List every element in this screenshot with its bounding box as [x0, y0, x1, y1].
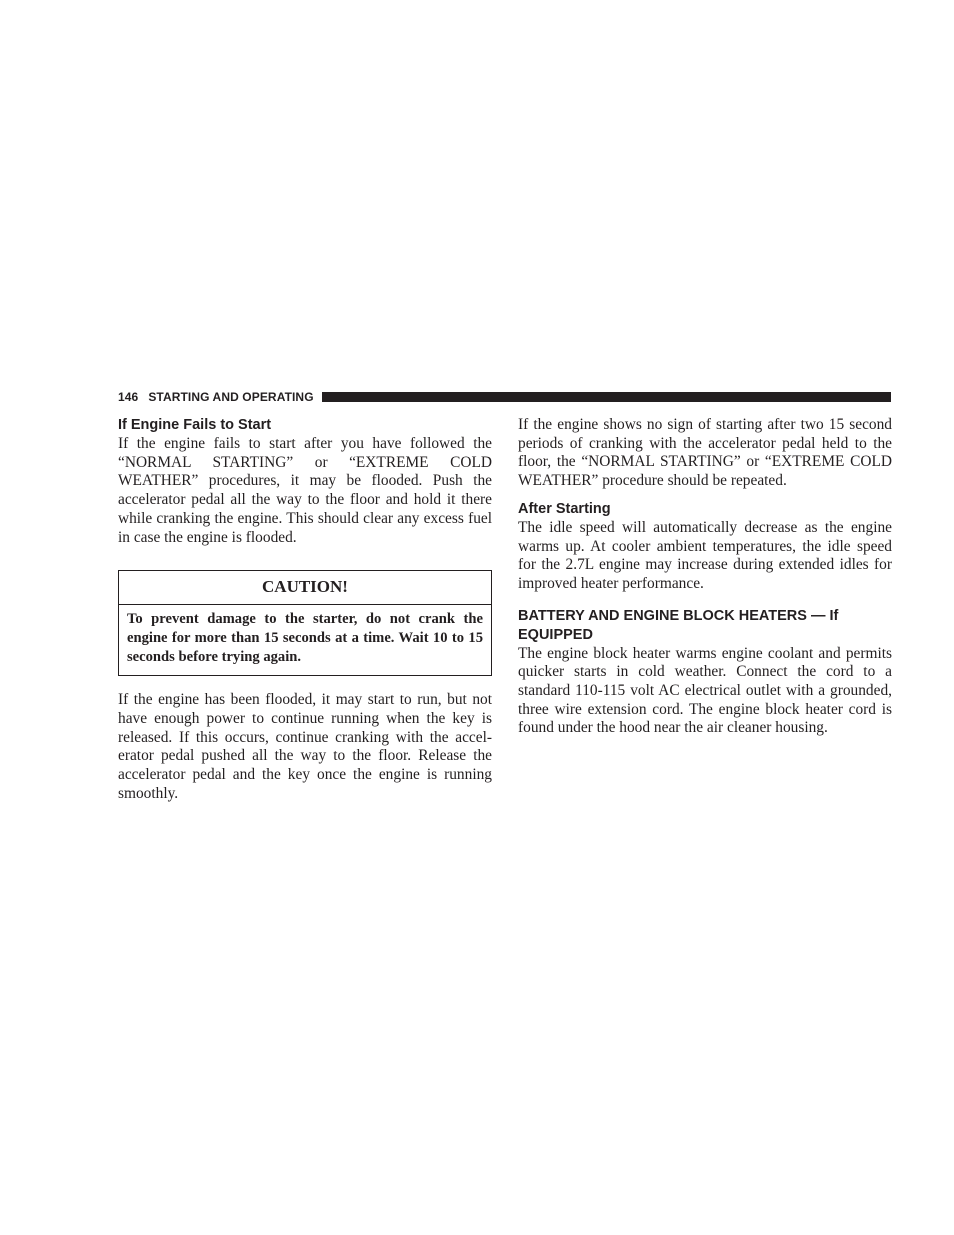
heading-engine-fails: If Engine Fails to Start	[118, 417, 272, 433]
right-column	[518, 416, 892, 738]
paragraph-after-starting: The idle speed will automatically decrease as the engine warms up. At cooler ambient temperatures, the idle speed for the 2.7L engine may increase during extended idles for improved heater performance.	[518, 518, 892, 592]
paragraph-engine-fails: If the engine fails to start after you have followed the “NORMAL STARTING” or “EXTREME COLD WEATHER” procedures, it may be flooded. Push the accelerator pedal all the way to the floor and hold it there while cranking the engine. This should clear any excess fuel in case the engine is flooded.	[118, 435, 492, 546]
heading-battery-heaters: BATTERY AND ENGINE BLOCK HEATERS — If EQUIPPED	[518, 607, 839, 643]
header-rule-bar	[322, 392, 891, 402]
page-number: 146	[118, 390, 139, 404]
paragraph-flooded: If the engine has been flooded, it may start to run, but not have enough power to continue running when the key is released. If this occurs, continue cranking with the accelerator pedal pushed all the way to the floor. Release the accelerator pedal and the key once the engine is running smoothly.	[118, 691, 492, 802]
caution-box	[118, 570, 492, 676]
paragraph-no-start: If the engine shows no sign of starting after two 15 second periods of cranking with the accelerator pedal held to the floor, the “NORMAL STARTING” or “EXTREME COLD WEATHER” procedure should be repeated.	[518, 416, 892, 490]
section-title: STARTING AND OPERATING	[148, 390, 314, 404]
caution-text: To prevent damage to the starter, do not crank the engine for more than 15 seconds at a time. Wait 10 to 15 seconds before trying again.	[127, 611, 483, 665]
heading-after-starting: After Starting	[518, 500, 611, 517]
paragraph-battery-heaters: The engine block heater warms engine coolant and permits quicker starts in cold weather. Connect the cord to a standard 110-115 volt AC electrical outlet with a grounded, three wire extension cord. The engine block heater cord is found under the hood near the air cleaner housing.	[518, 644, 892, 737]
page-header	[118, 389, 891, 405]
left-column	[118, 416, 492, 804]
caution-title: CAUTION!	[119, 571, 491, 605]
